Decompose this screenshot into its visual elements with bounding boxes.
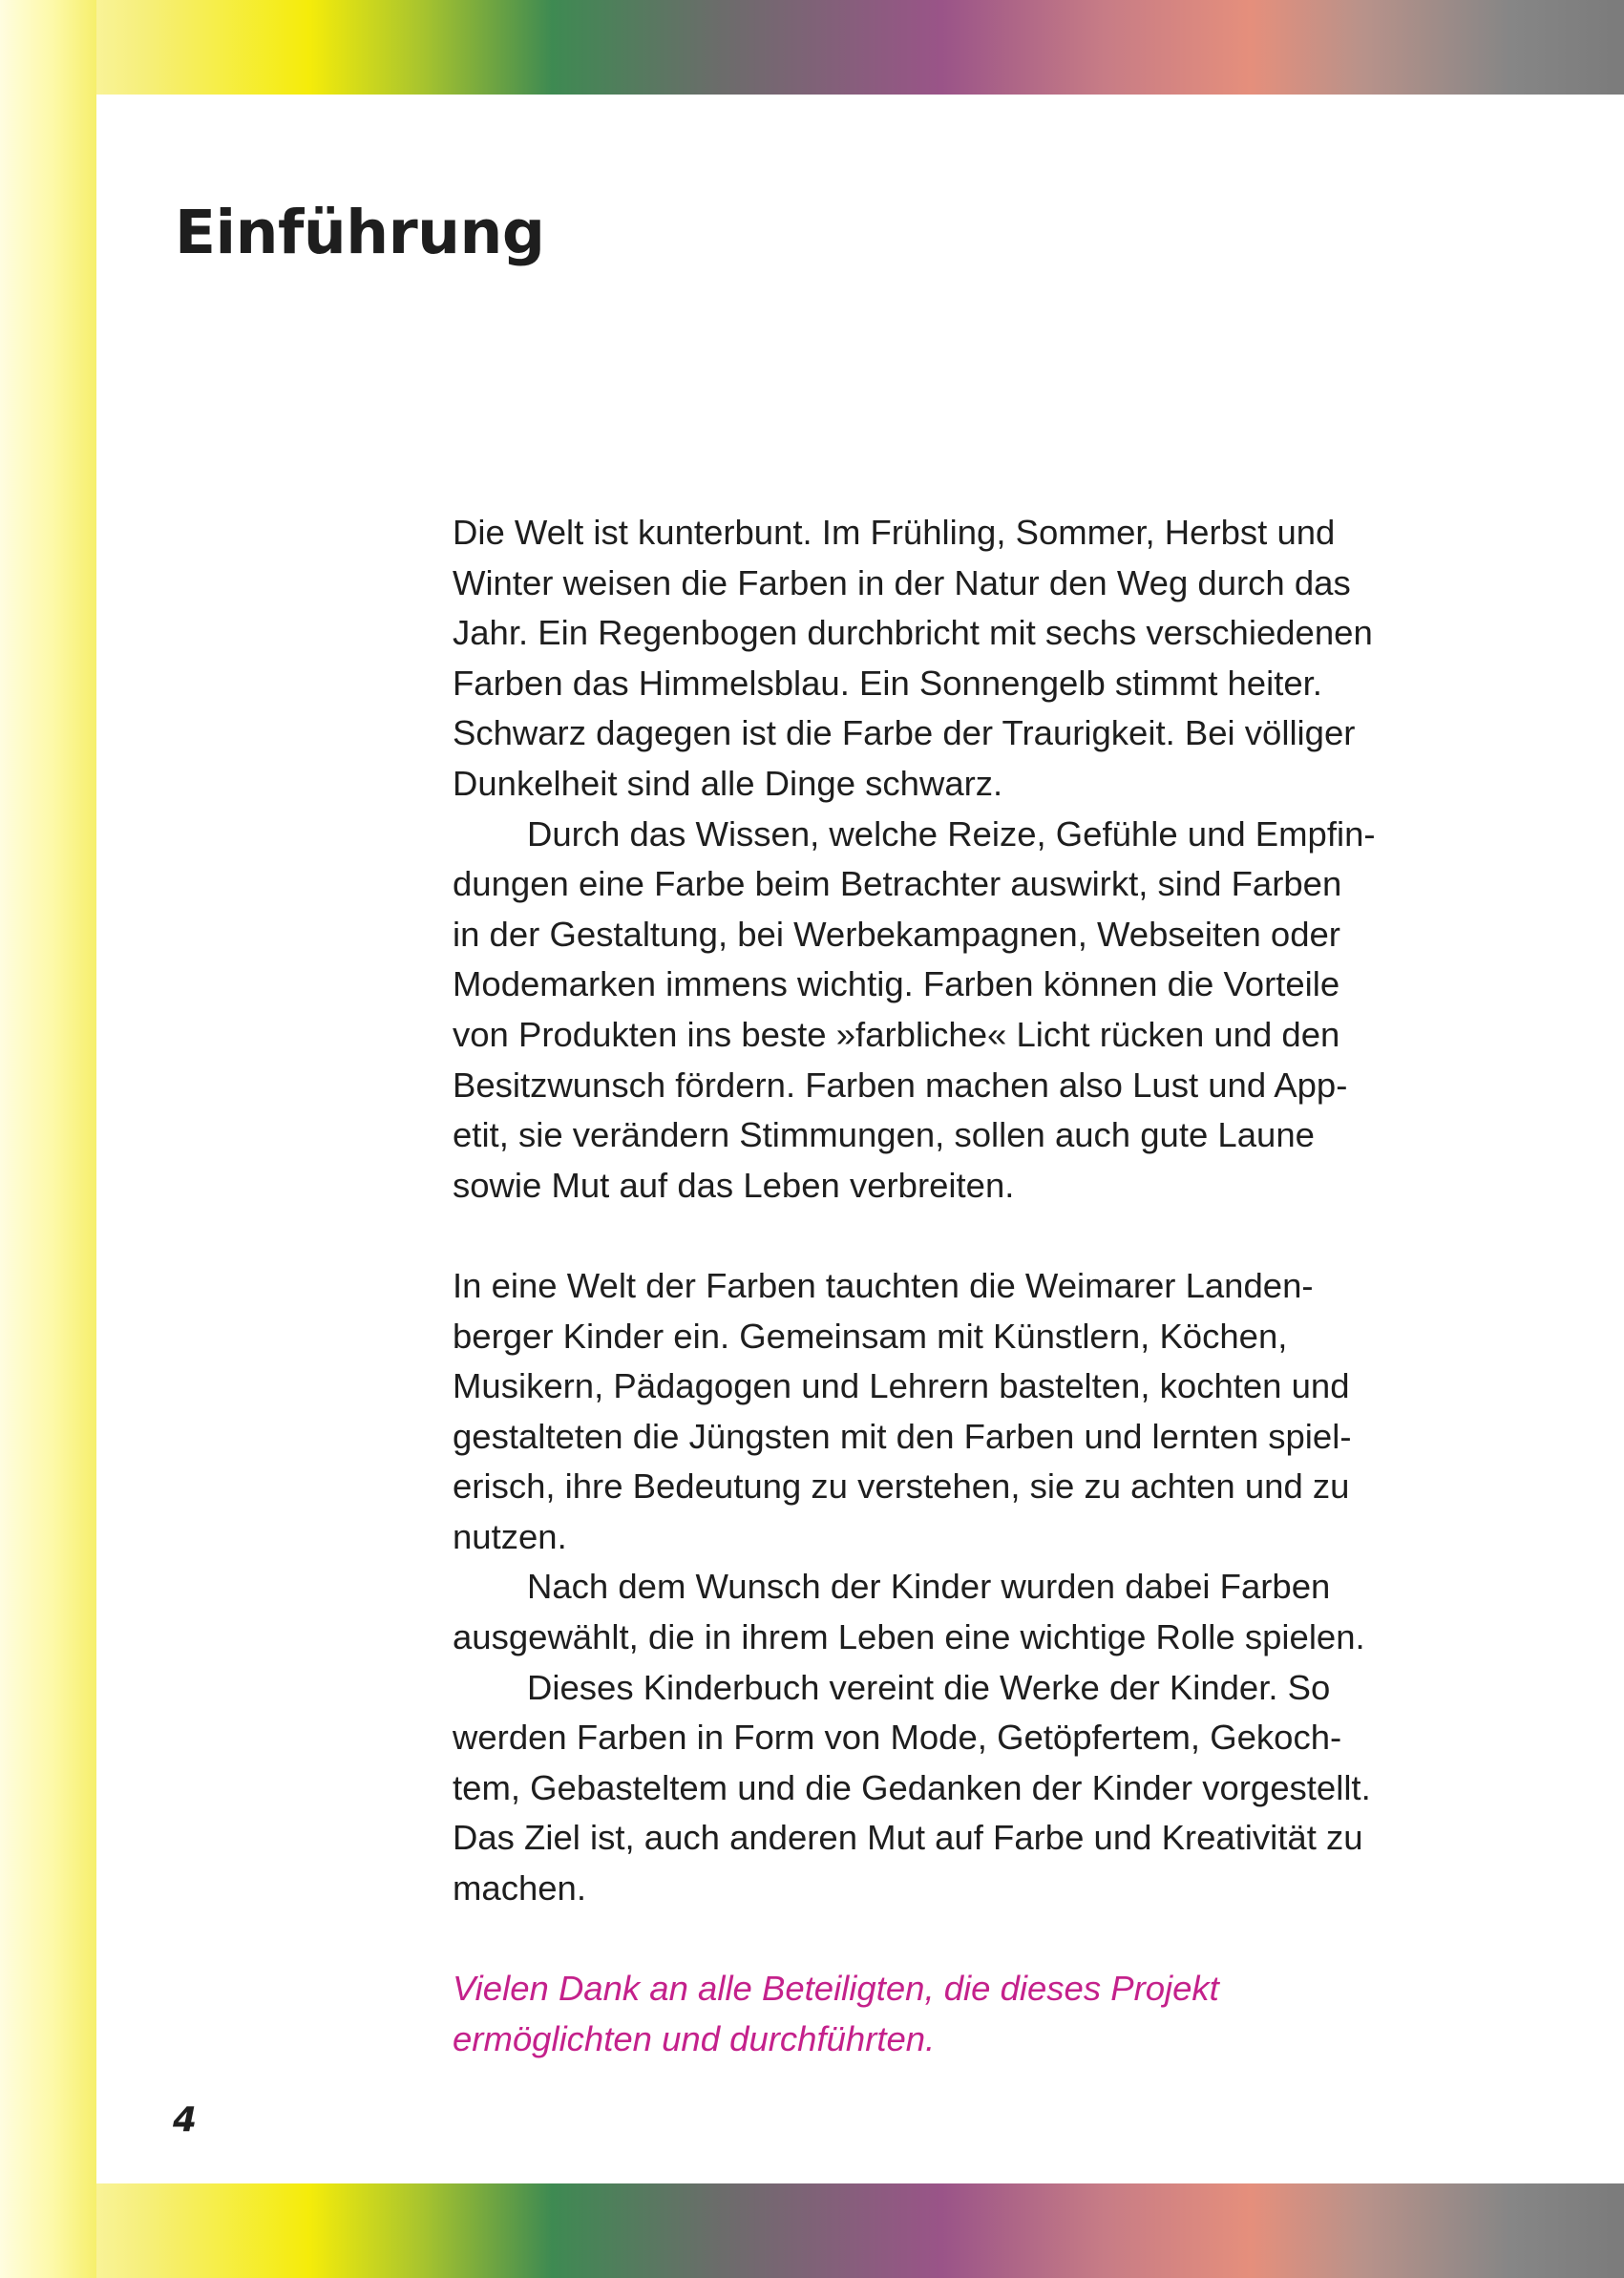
text-line: Schwarz dagegen ist die Farbe der Traurigkeit. Bei völliger xyxy=(453,713,1356,753)
text-line: Jahr. Ein Regenbogen durchbricht mit sechs verschiedenen xyxy=(453,613,1373,653)
text-line: Winter weisen die Farben in der Natur den Weg durch das xyxy=(453,562,1351,602)
text-line: erisch, ihre Bedeutung zu verstehen, sie zu achten und zu xyxy=(453,1466,1350,1507)
text-line: in der Gestaltung, bei Werbekampagnen, Webseiten oder xyxy=(453,914,1340,954)
paragraph-spacer xyxy=(453,1914,1512,1965)
body-text xyxy=(453,508,1512,2064)
paragraph-wishes xyxy=(453,1562,1512,1662)
text-line: dungen eine Farbe beim Betrachter auswirkt, sind Farben xyxy=(453,864,1342,904)
text-line: tem, Gebasteltem und die Gedanken der Kinder vorgestellt. xyxy=(453,1767,1371,1807)
paragraph-children xyxy=(453,1261,1512,1563)
text-line: gestalteten die Jüngsten mit den Farben und lernten spiel- xyxy=(453,1416,1352,1456)
text-line: von Produkten ins beste »farbliche« Licht rücken und den xyxy=(453,1014,1340,1054)
text-line: Das Ziel ist, auch anderen Mut auf Farbe und Kreativität zu xyxy=(453,1818,1363,1858)
paragraph-intro xyxy=(453,508,1512,810)
text-line: sowie Mut auf das Leben verbreiten. xyxy=(453,1165,1015,1205)
text-line: Vielen Dank an alle Beteiligten, die dieses Projekt xyxy=(453,1969,1219,2009)
text-line: berger Kinder ein. Gemeinsam mit Künstlern, Köchen, xyxy=(453,1316,1288,1356)
text-line: ausgewählt, die in ihrem Leben eine wichtige Rolle spielen. xyxy=(453,1617,1365,1657)
text-line: Dieses Kinderbuch vereint die Werke der Kinder. So xyxy=(527,1667,1331,1707)
text-line: Besitzwunsch fördern. Farben machen also Lust und App- xyxy=(453,1065,1348,1105)
paragraph-book xyxy=(453,1663,1512,1914)
text-line: werden Farben in Form von Mode, Getöpfertem, Gekoch- xyxy=(453,1718,1342,1758)
text-line: Durch das Wissen, welche Reize, Gefühle und Empfin- xyxy=(527,813,1376,854)
text-line: etit, sie verändern Stimmungen, sollen auch gute Laune xyxy=(453,1115,1315,1155)
text-line: Nach dem Wunsch der Kinder wurden dabei Farben xyxy=(527,1567,1331,1607)
text-line: Dunkelheit sind alle Dinge schwarz. xyxy=(453,763,1003,803)
paragraph-knowledge xyxy=(453,810,1512,1212)
paragraph-spacer xyxy=(453,1211,1512,1261)
text-line: Modemarken immens wichtig. Farben können die Vorteile xyxy=(453,964,1340,1004)
text-line: Die Welt ist kunterbunt. Im Frühling, Sommer, Herbst und xyxy=(453,513,1336,552)
left-gradient-border xyxy=(0,0,96,2278)
page-title: Einführung xyxy=(175,198,545,267)
text-line: machen. xyxy=(453,1868,586,1909)
text-line: nutzen. xyxy=(453,1516,567,1556)
text-line: Musikern, Pädagogen und Lehrern bastelten, kochten und xyxy=(453,1366,1350,1406)
thanks-note xyxy=(453,1964,1512,2064)
text-line: ermöglichten und durchführten. xyxy=(453,2018,936,2058)
page-number: 4 xyxy=(173,2100,198,2140)
text-line: In eine Welt der Farben tauchten die Weimarer Landen- xyxy=(453,1265,1314,1305)
text-line: Farben das Himmelsblau. Ein Sonnengelb stimmt heiter. xyxy=(453,663,1322,703)
